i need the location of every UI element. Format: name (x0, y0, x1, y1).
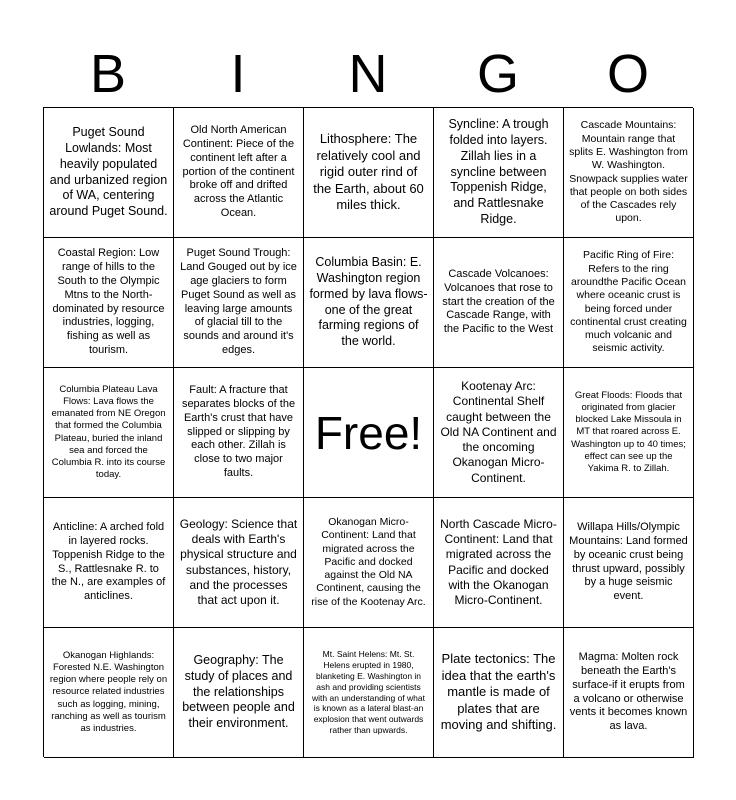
bingo-cell[interactable] (304, 108, 434, 238)
bingo-cell[interactable] (434, 238, 564, 368)
cell-text: Okanogan Highlands: Forested N.E. Washington region where people rely on resource related industries such as logging, mining, ranching as well as tourism as industries. (49, 650, 168, 734)
cell-text: Old North American Continent: Piece of the continent left after a portion of the continent broke off and drifted across the Atlantic Ocean. (182, 123, 295, 220)
cell-text: Fault: A fracture that separates blocks of the Earth's crust that have slipped or slipping by each other. Zillah is close to two major faults. (181, 383, 296, 480)
cell-text: Coastal Region: Low range of hills to the South to the Olympic Mtns to the North-dominated by resource industries, logging, fishing as well as tourism. (52, 246, 165, 357)
bingo-cell[interactable] (44, 108, 174, 238)
header-letter-g: G (476, 44, 519, 104)
bingo-cell[interactable] (174, 628, 304, 758)
header-letter-o: O (606, 44, 649, 104)
bingo-cell[interactable] (304, 628, 434, 758)
cell-text: Okanogan Micro-Continent: Land that migrated across the Pacific and docked against the Old NA Continent, causing the rise of the Kootenay Arc. (311, 515, 426, 608)
cell-text: North Cascade Micro-Continent: Land that migrated across the Pacific and docked with the Okanogan Micro-Continent. (440, 516, 557, 607)
bingo-cell[interactable] (564, 108, 694, 238)
bingo-cell[interactable] (44, 498, 174, 628)
free-space-cell[interactable] (304, 368, 434, 498)
cell-text: Geology: Science that deals with Earth's physical structure and substances, history, and the processes that act upon it. (179, 516, 298, 607)
bingo-cell[interactable] (174, 108, 304, 238)
bingo-cell[interactable] (434, 368, 564, 498)
bingo-cell[interactable] (434, 628, 564, 758)
bingo-cell[interactable] (44, 238, 174, 368)
cell-text: Kootenay Arc: Continental Shelf caught between the Old NA Continent and the oncoming Okanogan Micro-Continent. (440, 379, 557, 485)
free-space-text: Free! (314, 406, 423, 459)
bingo-cell[interactable] (304, 238, 434, 368)
bingo-cell[interactable] (44, 628, 174, 758)
bingo-cell[interactable] (434, 108, 564, 238)
bingo-cell[interactable] (564, 498, 694, 628)
bingo-cell[interactable] (174, 238, 304, 368)
bingo-cell[interactable] (434, 498, 564, 628)
cell-text: Columbia Basin: E. Washington region formed by lava flows-one of the great farming regions of the world. (309, 254, 428, 349)
bingo-cell[interactable] (564, 238, 694, 368)
cell-text: Cascade Volcanoes: Volcanoes that rose to start the creation of the Cascade Range, with the Pacific to the West (442, 267, 555, 336)
cell-text: Cascade Mountains: Mountain range that splits E. Washington from W. Washington. Snowpack supplies water that people on both sides of the Cascades rely upon. (569, 119, 688, 225)
bingo-header (43, 40, 693, 108)
bingo-cell[interactable] (304, 498, 434, 628)
bingo-cell[interactable] (564, 628, 694, 758)
cell-text: Mt. Saint Helens: Mt. St. Helens erupted in 1980, blanketing E. Washington in ash and providing scientists with an understanding of what is known as a lateral blast-an explosion that went outwards rather than upwards. (312, 649, 425, 735)
bingo-cell[interactable] (564, 368, 694, 498)
bingo-cell[interactable] (44, 368, 174, 498)
bingo-cell[interactable] (174, 498, 304, 628)
header-letter-b: B (89, 44, 127, 104)
cell-text: Syncline: A trough folded into layers. Zillah lies in a syncline between Toppenish Ridge, and Rattlesnake Ridge. (448, 116, 549, 227)
cell-text: Puget Sound Lowlands: Most heavily populated and urbanized region of WA, centering around Puget Sound. (49, 124, 168, 219)
cell-text: Plate tectonics: The idea that the earth's mantle is made of plates that are moving and shifting. (440, 651, 557, 733)
header-letter-n: N (348, 44, 388, 104)
cell-text: Great Floods: Floods that originated from glacier blocked Lake Missoula in MT that roared across E. Washington up to 40 times; effect can see up the Yakima R. to Zillah. (571, 390, 686, 474)
cell-text: Anticline: A arched fold in layered rocks. Toppenish Ridge to the S., Rattlesnake R. to the N., are examples of anticlines. (51, 520, 166, 603)
bingo-cell[interactable] (174, 368, 304, 498)
cell-text: Geography: The study of places and the relationships between people and their environment. (182, 652, 295, 731)
cell-text: Lithosphere: The relatively cool and rigid outer rind of the Earth, about 60 miles thick. (313, 131, 424, 213)
header-letter-i: I (230, 44, 246, 104)
cell-text: Columbia Plateau Lava Flows: Lava flows the emanated from NE Oregon that formed the Columbia Plateau, buried the inland sea and forced the Columbia R. into its course today. (51, 384, 166, 480)
cell-text: Puget Sound Trough: Land Gouged out by ice age glaciers to form Puget Sound as well as leaving large amounts of glacial till to the sounds and around it's edges. (180, 246, 297, 357)
bingo-grid (43, 107, 693, 757)
cell-text: Willapa Hills/Olympic Mountains: Land formed by oceanic crust being thrust upward, possibly by a huge seismic event. (569, 520, 688, 603)
cell-text: Pacific Ring of Fire: Refers to the ring aroundthe Pacific Ocean where oceanic crust is being forced under continental crust creating much volcanic and seismic activity. (570, 249, 687, 355)
cell-text: Magma: Molten rock beneath the Earth's surface-if it erupts from a volcano or otherwise vents it becomes known as lava. (569, 650, 688, 733)
